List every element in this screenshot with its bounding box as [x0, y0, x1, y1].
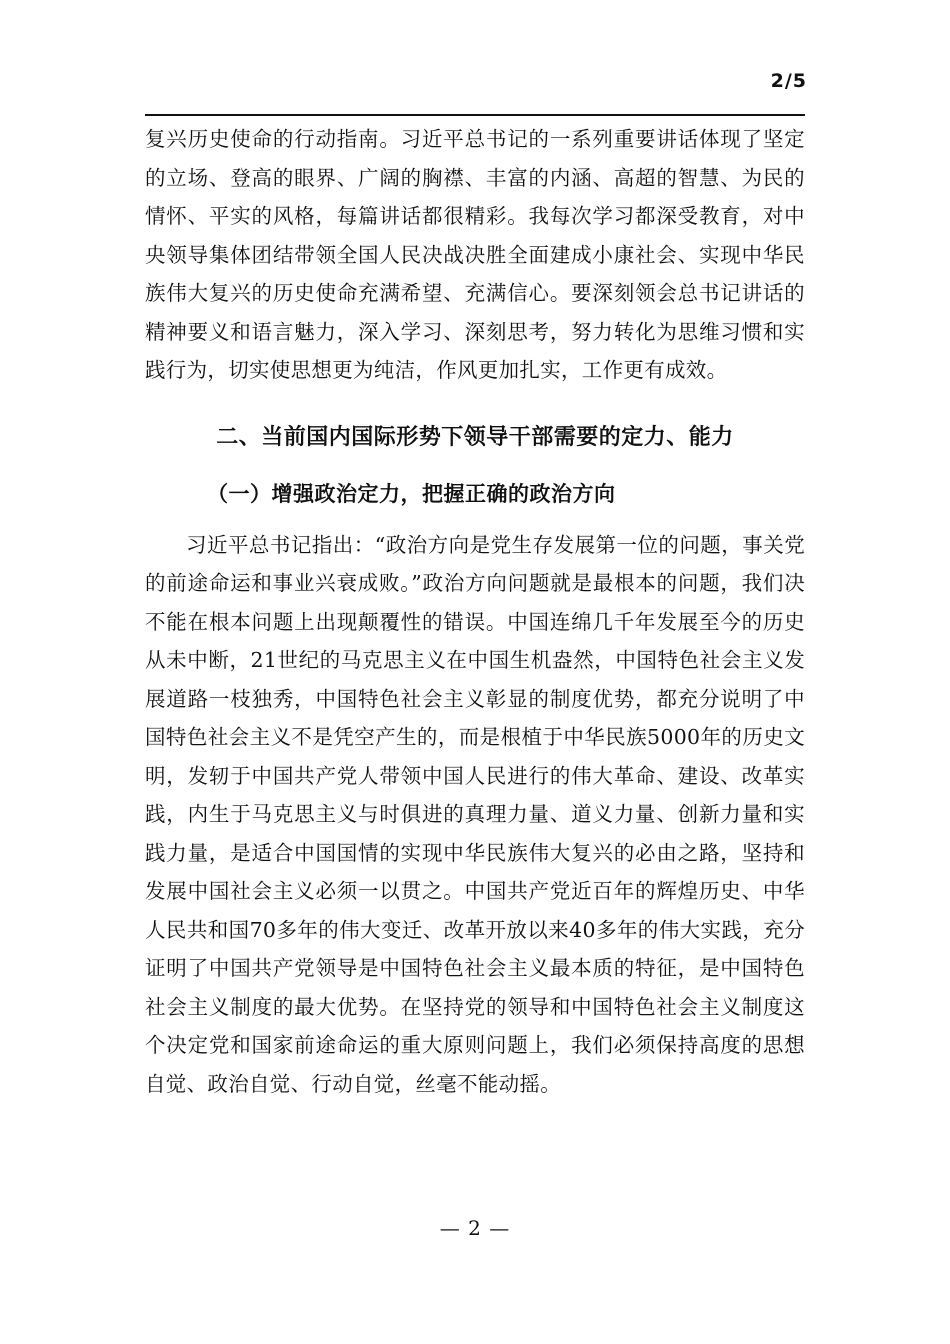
header-divider [145, 114, 805, 116]
subsection-heading: （一）增强政治定力，把握正确的政治方向 [207, 481, 616, 506]
body-paragraph: 复兴历史使命的行动指南。习近平总书记的一系列重要讲话体现了坚定的立场、登高的眼界、广阔的胸襟、丰富的内涵、高超的智慧、为民的情怀、平实的风格，每篇讲话都很精彩。我每次学习都深受教育，对中央领导集体团结带领全国人民决战决胜全面建成小康社会、实现中华民族伟大复兴的历史使命充满希望、充满信心。要深刻领会总书记讲话的精神要义和语言魅力，深入学习、深刻思考，努力转化为思维习惯和实践行为，切实使思想更为纯洁，作风更加扎实，工作更有成效。 [145, 127, 805, 382]
section-heading: 二、当前国内国际形势下领导干部需要的定力、能力 [216, 424, 734, 450]
page-indicator: 2/5 [770, 70, 807, 92]
body-paragraph: 习近平总书记指出：“政治方向是党生存发展第一位的问题，事关党的前途命运和事业兴衰成败。”政治方向问题就是最根本的问题，我们决不能在根本问题上出现颠覆性的错误。中国连绵几千年发展至今的历史从未中断，21世纪的马克思主义在中国生机盎然，中国特色社会主义发展道路一枝独秀，中国特色社会主义彰显的制度优势，都充分说明了中国特色社会主义不是凭空产生的，而是根植于中华民族5000年的历史文明，发轫于中国共产党人带领中国人民进行的伟大革命、建设、改革实践，内生于马克思主义与时俱进的真理力量、道义力量、创新力量和实践力量，是适合中国国情的实现中华民族伟大复兴的必由之路，坚持和发展中国社会主义必须一以贯之。中国共产党近百年的辉煌历史、中华人民共和国70多年的伟大变迁、改革开放以来40多年的伟大实践，充分证明了中国共产党领导是中国特色社会主义最本质的特征，是中国特色社会主义制度的最大优势。在坚持党的领导和中国特色社会主义制度这个决定党和国家前途命运的重大原则问题上，我们必须保持高度的思想自觉、政治自觉、行动自觉，丝毫不能动摇。 [145, 532, 805, 1096]
page-number-footer: — 2 — [439, 1216, 511, 1240]
document-body [145, 120, 805, 1103]
